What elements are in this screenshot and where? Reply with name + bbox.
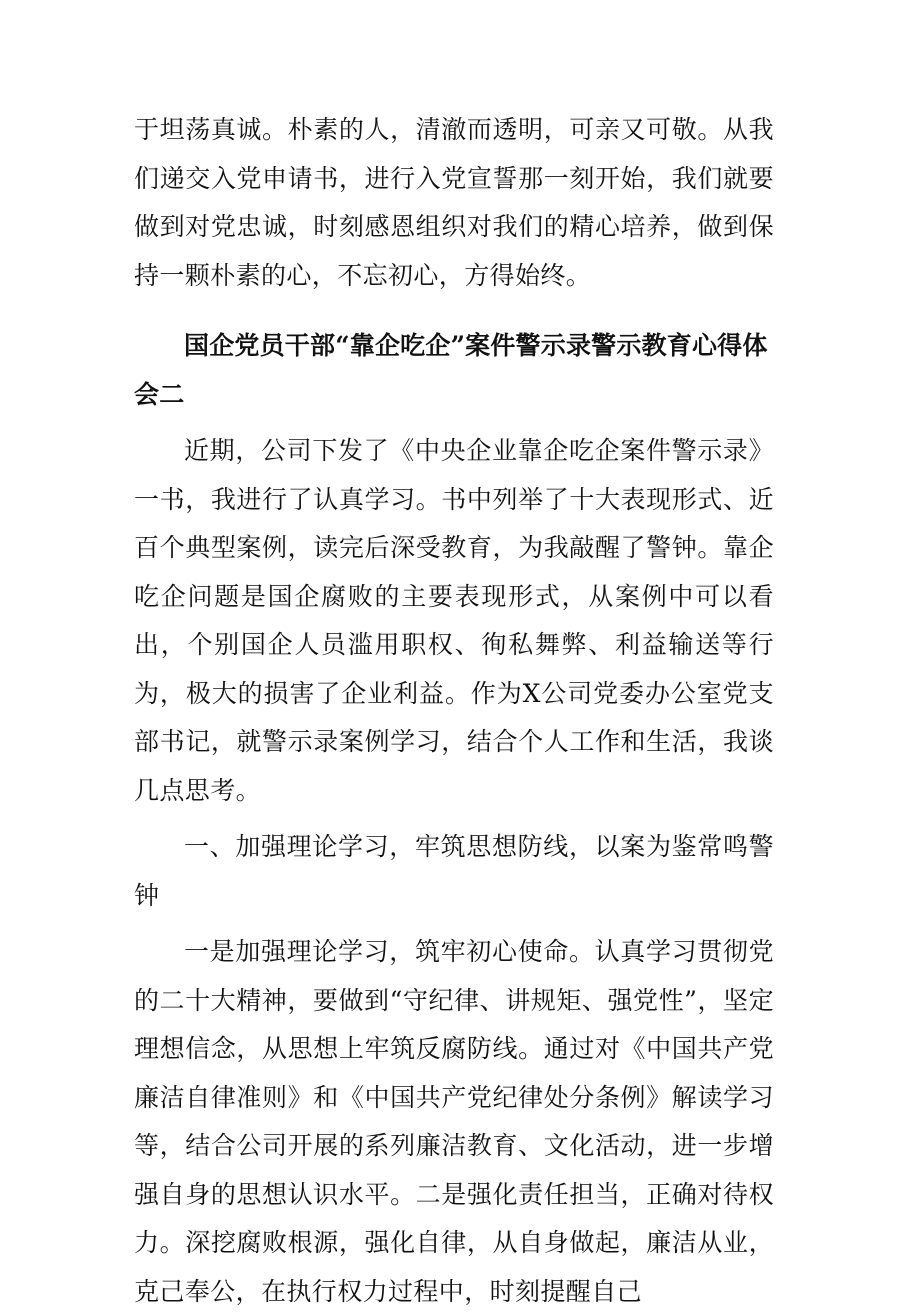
paragraph-body: 一是加强理论学习，筑牢初心使命。认真学习贯彻党的二十大精神，要做到“守纪律、讲规矩、强党性”，坚定理想信念，从思想上牢筑反腐防线。通过对《中国共产党廉洁自律准则》和《中国共产党纪律处分条例》解读学习等，结合公司开展的系列廉洁教育、文化活动，进一步增强自身的思想认识水平。二是强化责任担当，正确对待权力。深挖腐败根源，强化自律，从自身做起，廉洁从业，克己奉公，在执行权力过程中，时刻提醒自己 (134, 937, 774, 1306)
paragraph-gap (134, 419, 774, 427)
document-body (134, 106, 774, 1316)
paragraph-gap (134, 300, 774, 312)
paragraph-intro: 近期，公司下发了《中央企业靠企吃企案件警示录》一书，我进行了认真学习。书中列举了十大表现形式、近百个典型案例，读完后深受教育，为我敲醒了警钟。靠企吃企问题是国企腐败的主要表现形式，从案例中可以看出，个别国企人员滥用职权、徇私舞弊、利益输送等行为，极大的损害了企业利益。作为X公司党委办公室党支部书记，就警示录案例学习，结合个人工作和生活，我谈几点思考。 (134, 436, 774, 805)
paragraph-continuation: 于坦荡真诚。朴素的人，清澈而透明，可亲又可敬。从我们递交入党申请书，进行入党宣誓那一刻开始，我们就要做到对党忠诚，时刻感恩组织对我们的精心培养，做到保持一颗朴素的心，不忘初心，方得始终。 (134, 115, 774, 290)
subheading-one: 一、加强理论学习，牢筑思想防线，以案为鉴常鸣警钟 (134, 832, 774, 910)
paragraph-gap (134, 920, 774, 928)
paragraph-gap (134, 815, 774, 823)
section-title: 国企党员干部“靠企吃企”案件警示录警示教育心得体会二 (134, 331, 768, 409)
